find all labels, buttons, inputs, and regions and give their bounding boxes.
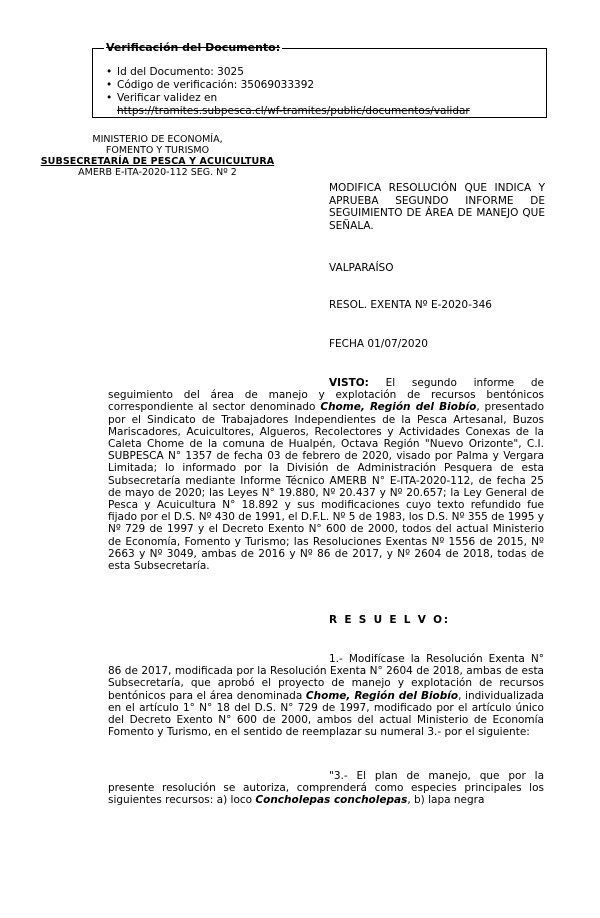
numeral-3-text-2: , b) lapa negra [407, 794, 485, 807]
visto-text-1: El segundo informe de seguimiento del área de manejo y explotación de recursos bentónicos correspondiente al sector denominado [108, 377, 544, 414]
resolution-date: FECHA 01/07/2020 [329, 338, 428, 350]
verification-list [106, 66, 470, 118]
article-1-paragraph [108, 653, 544, 738]
resolution-subject: MODIFICA RESOLUCIÓN QUE INDICA Y APRUEBA SEGUNDO INFORME DE SEGUIMIENTO DE ÁREA DE MANEJO QUE SEÑALA. [329, 182, 545, 232]
place: VALPARAÍSO [329, 262, 394, 274]
numeral-3-text-1: "3.- El plan de manejo, que por la presente resolución se autoriza, comprenderá como especies principales los siguientes recursos: a) loco [108, 770, 544, 807]
resolution-number: RESOL. EXENTA Nº E-2020-346 [329, 299, 492, 311]
document-id: • Id del Documento: 3025 [106, 66, 470, 79]
ministry-header [30, 134, 285, 178]
numeral-3-paragraph [108, 770, 544, 807]
ministry-line-2: FOMENTO Y TURISMO [105, 145, 210, 156]
subsecretaria-title: SUBSECRETARÍA DE PESCA Y ACUICULTURA [40, 156, 275, 167]
reference-code: AMERB E-ITA-2020-112 SEG. Nº 2 [78, 167, 237, 178]
verification-code: • Código de verificación: 35069033392 [106, 79, 470, 92]
visto-paragraph [108, 377, 544, 572]
species-name: Concholepas concholepas [255, 794, 408, 807]
visto-label: VISTO: [329, 377, 369, 389]
article-1-text-1: 1.- Modifícase la Resolución Exenta N° 86 de 2017, modificada por la Resolución Exenta N° 2604 de 2018, ambas de esta Subsecretaría, que aprobó el proyecto de manejo y explotación de recursos bentónicos para el área denominada [108, 653, 544, 702]
resuelvo-heading: R E S U E L V O: [329, 614, 450, 626]
article-1-text-2: , individualizada en el artículo 1° N° 18 del D.S. N° 729 de 1997, modificado por el artículo único del Decreto Exento N° 600 de 2000, ambos del actual Ministerio de Economía Fomento y Turismo, en el sentido de reemplazar su numeral 3.- por el siguiente: [108, 689, 544, 739]
visto-place-name: Chome, Región del Biobío [320, 401, 477, 414]
verification-title: Verificación del Documento: [106, 41, 281, 54]
article-1-place-name: Chome, Región del Biobío [305, 689, 459, 702]
visto-text-2: , presentado por el Sindicato de Trabajadores Independientes de la Pesca Artesanal, Buzos Mariscadores, Acuicultores, Algueros, Recolectores y Actividades Conexas de la Caleta Chome de la comuna de Hualpén, Octava Región "Nuevo Orizonte", C.I. SUBPESCA N° 1357 de fecha 03 de febrero de 2020, visado por Palma y Vergara Limitada; lo informado por la División de Administración Pesquera de esta Subsecretaría mediante Informe Técnico AMERB N° E-ITA-2020-112, de fecha 25 de mayo de 2020; las Leyes N° 19.880, Nº 20.437 y Nº 20.657; la Ley General de Pesca y Acuicultura N° 18.892 y sus modificaciones cuyo texto refundido fue fijado por el D.S. Nº 430 de 1991, el D.F.L. Nº 5 de 1983, los D.S. Nº 355 de 1995 y Nº 729 de 1997 y el Decreto Exento N° 600 de 2000, todos del actual Ministerio de Economía, Fomento y Turismo; las Resoluciones Exentas Nº 1556 de 2015, Nº 2663 y Nº 3049, ambas de 2016 y Nº 86 de 2017, y Nº 2604 de 2018, todas de esta Subsecretaría. [108, 401, 544, 573]
ministry-line-1: MINISTERIO DE ECONOMÍA, [92, 134, 223, 145]
validation-link[interactable]: https://tramites.subpesca.cl/wf-tramites/public/documentos/validar [117, 105, 470, 117]
validate-label: • Verificar validez en [106, 92, 470, 105]
